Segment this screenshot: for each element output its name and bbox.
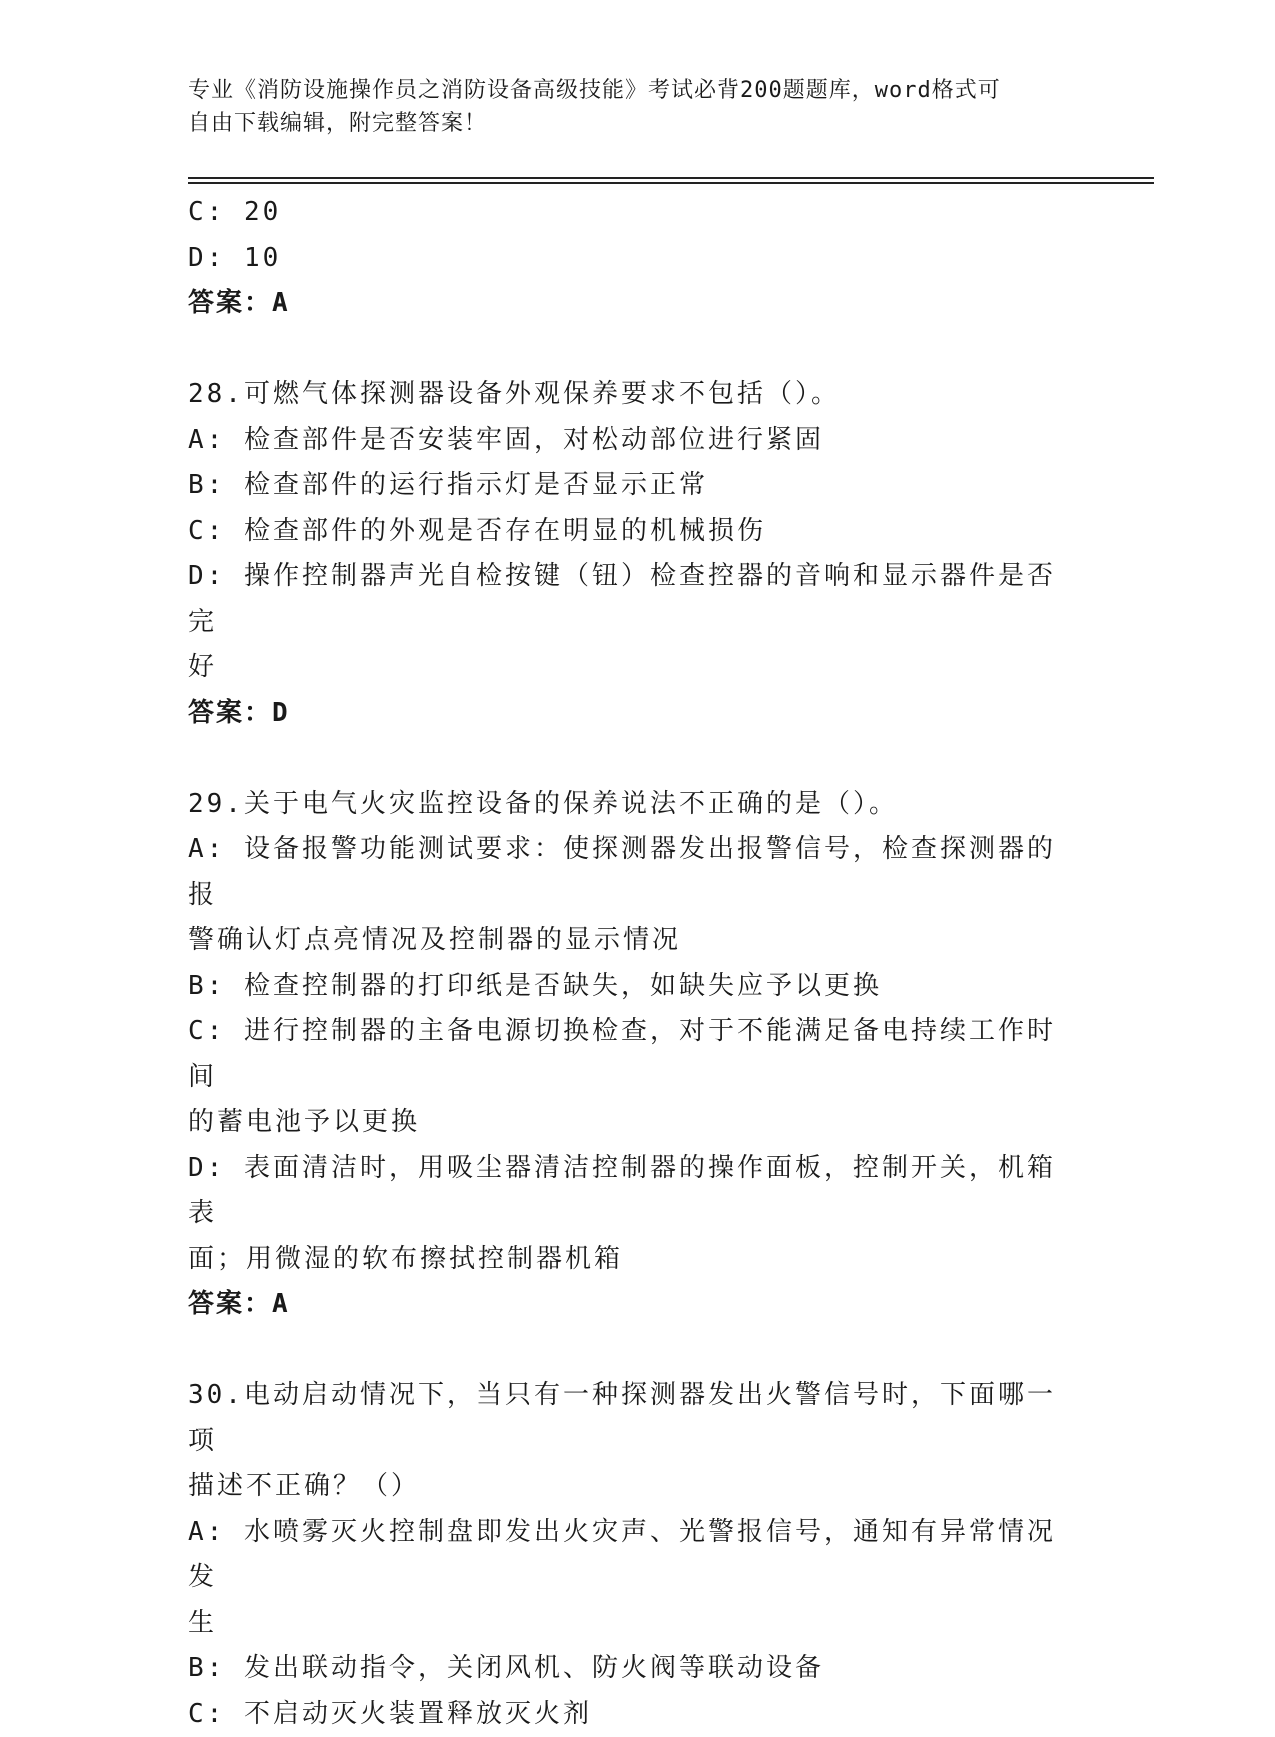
question-stem-continued: 描述不正确？（） [188,1464,1068,1510]
option-b: B: 检查控制器的打印纸是否缺失，如缺失应予以更换 [188,964,1068,1010]
option-d: D: 表面清洁时，用吸尘器清洁控制器的操作面板，控制开关，机箱表 [188,1146,1068,1237]
question-stem: 29.关于电气火灾监控设备的保养说法不正确的是（）。 [188,782,1068,828]
option-d-continued: 好 [188,645,1068,691]
option-a: A: 检查部件是否安装牢固，对松动部位进行紧固 [188,418,1068,464]
option-c-continued: 的蓄电池予以更换 [188,1100,1068,1146]
document-header [188,74,1068,140]
answer-line: 答案：A [188,281,1068,327]
option-d: D: 10 [188,236,1068,282]
question-27-tail [188,190,1068,327]
question-30 [188,1373,1068,1737]
option-d: D: 操作控制器声光自检按键（钮）检查控器的音响和显示器件是否完 [188,554,1068,645]
spacer [188,327,1068,373]
header-divider-bottom [188,182,1154,184]
spacer [188,1328,1068,1374]
option-c: C: 检查部件的外观是否存在明显的机械损伤 [188,509,1068,555]
answer-line: 答案：D [188,691,1068,737]
option-a-continued: 警确认灯点亮情况及控制器的显示情况 [188,918,1068,964]
spacer [188,736,1068,782]
option-d-continued: 面；用微湿的软布擦拭控制器机箱 [188,1237,1068,1283]
option-a: A: 水喷雾灭火控制盘即发出火灾声、光警报信号，通知有异常情况发 [188,1510,1068,1601]
option-a: A: 设备报警功能测试要求：使探测器发出报警信号，检查探测器的报 [188,827,1068,918]
header-divider-top [188,177,1154,179]
question-stem: 28.可燃气体探测器设备外观保养要求不包括（）。 [188,372,1068,418]
option-b: B: 发出联动指令，关闭风机、防火阀等联动设备 [188,1646,1068,1692]
header-title-line2: 自由下载编辑，附完整答案！ [188,107,1068,140]
question-28 [188,372,1068,736]
option-c: C: 不启动灭火装置释放灭火剂 [188,1692,1068,1737]
option-b: B: 检查部件的运行指示灯是否显示正常 [188,463,1068,509]
option-c: C: 20 [188,190,1068,236]
question-29 [188,782,1068,1328]
document-body [188,190,1068,1737]
question-stem: 30.电动启动情况下，当只有一种探测器发出火警信号时，下面哪一项 [188,1373,1068,1464]
answer-line: 答案：A [188,1282,1068,1328]
header-title-line1: 专业《消防设施操作员之消防设备高级技能》考试必背200题题库，word格式可 [188,74,1068,107]
option-c: C: 进行控制器的主备电源切换检查，对于不能满足备电持续工作时间 [188,1009,1068,1100]
option-a-continued: 生 [188,1601,1068,1647]
